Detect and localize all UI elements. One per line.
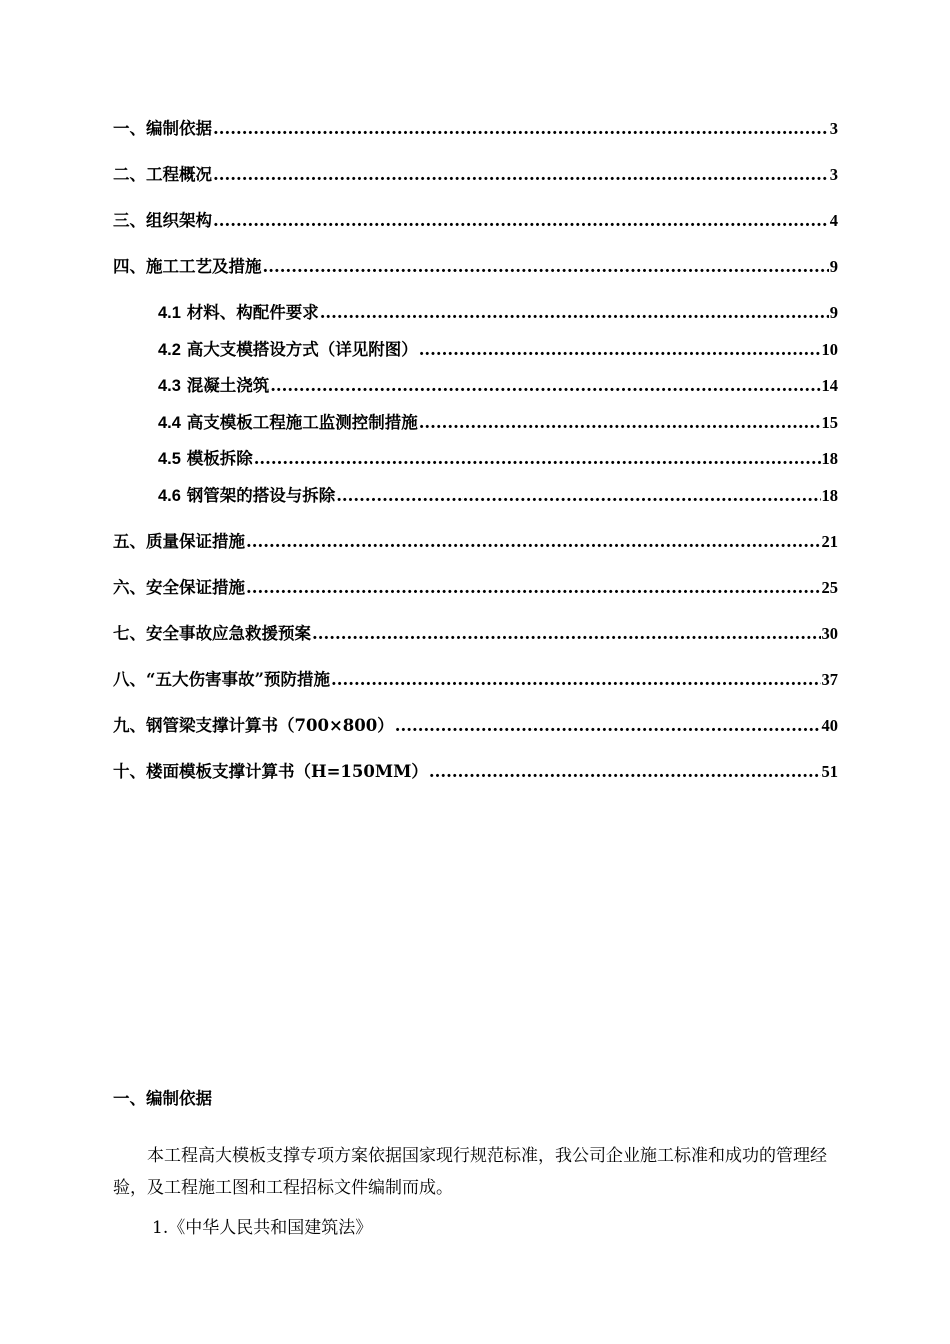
toc-entry[interactable] <box>113 117 838 141</box>
toc-entry-title: 四、施工工艺及措施 <box>113 257 262 276</box>
toc-subentry-title: 混凝土浇筑 <box>186 376 270 395</box>
toc-leader-dots <box>246 576 821 600</box>
toc-subentry[interactable] <box>113 374 838 398</box>
toc-leader-dots <box>336 484 820 508</box>
toc-leader-dots <box>270 374 820 398</box>
toc-subentry-title: 材料、构配件要求 <box>186 303 319 322</box>
toc-entry-page: 37 <box>821 669 838 689</box>
toc-leader-dots <box>263 255 829 279</box>
toc-entry-page: 40 <box>821 715 838 735</box>
toc-subentry[interactable] <box>113 447 838 471</box>
toc-leader-dots <box>395 714 821 738</box>
toc-subentry-title: 高大支模搭设方式（详见附图） <box>186 339 418 359</box>
toc-entry-title: 七、安全事故应急救援预案 <box>113 623 311 643</box>
toc-subentry[interactable] <box>113 338 838 362</box>
toc-leader-dots <box>213 209 829 233</box>
section-heading: 一、编制依据 <box>113 1089 212 1108</box>
toc-entry-page: 9 <box>829 257 838 276</box>
toc-subentry-number: 4.5 <box>158 450 181 468</box>
toc-leader-dots <box>246 530 821 554</box>
toc-leader-dots <box>331 668 821 692</box>
toc-subentry-page: 15 <box>821 412 838 432</box>
toc-subentry-page: 9 <box>829 303 838 322</box>
toc-leader-dots <box>312 622 821 646</box>
toc-entry[interactable] <box>113 530 838 554</box>
toc-entry[interactable] <box>113 668 838 692</box>
toc-entry-title: 二、工程概况 <box>113 165 212 184</box>
toc-entry[interactable] <box>113 163 838 187</box>
toc-subentry-title: 钢管架的搭设与拆除 <box>186 485 336 505</box>
toc-entry-page: 51 <box>821 761 838 781</box>
toc-subentry-title: 模板拆除 <box>186 449 253 468</box>
toc-subentry-number: 4.2 <box>158 340 181 359</box>
toc-entry-title: 五、质量保证措施 <box>113 531 245 551</box>
toc-leader-dots <box>429 760 821 784</box>
toc-subentry-number: 4.4 <box>158 413 181 432</box>
toc-entry[interactable] <box>113 714 838 738</box>
toc-subentry-number: 4.1 <box>158 304 181 322</box>
toc-entry[interactable] <box>113 622 838 646</box>
toc-entry-page: 25 <box>821 577 838 597</box>
list-item: 1.《中华人民共和国建筑法》 <box>152 1218 373 1238</box>
toc-leader-dots <box>213 117 829 141</box>
toc-entry-title: 九、钢管梁支撑计算书（700×800） <box>113 715 394 735</box>
toc-leader-dots <box>254 447 821 471</box>
toc-leader-dots <box>419 411 821 435</box>
toc-subentry-title: 高支模板工程施工监测控制措施 <box>186 412 418 432</box>
toc-subentry[interactable] <box>113 411 838 435</box>
toc-entry[interactable] <box>113 255 838 279</box>
toc-entry-title: 八、“五大伤害事故”预防措施 <box>113 669 330 689</box>
toc-subentry[interactable] <box>113 301 838 325</box>
body-paragraph: 本工程高大模板支撑专项方案依据国家现行规范标准，我公司企业施工标准和成功的管理经验，及工程施工图和工程招标文件编制而成。 <box>113 1146 827 1198</box>
toc-entry-page: 21 <box>821 531 838 551</box>
toc-subentry-page: 14 <box>821 376 838 395</box>
toc-subentry[interactable] <box>113 484 838 508</box>
toc-leader-dots <box>419 338 821 362</box>
toc-entry-page: 4 <box>829 211 838 230</box>
toc-subentry-page: 10 <box>821 339 838 359</box>
toc-entry-title: 六、安全保证措施 <box>113 577 245 597</box>
toc-entry-page: 3 <box>829 119 838 138</box>
toc-entry-title: 三、组织架构 <box>113 211 212 230</box>
toc-entry-page: 3 <box>829 165 838 184</box>
toc-leader-dots <box>213 163 829 187</box>
toc-entry-page: 30 <box>821 623 838 643</box>
toc-entry[interactable] <box>113 576 838 600</box>
toc-entry[interactable] <box>113 760 838 784</box>
toc-entry[interactable] <box>113 209 838 233</box>
table-of-contents <box>113 117 838 806</box>
toc-entry-title: 十、楼面模板支撑计算书（H=150MM） <box>113 761 428 781</box>
toc-subentry-number: 4.3 <box>158 377 181 395</box>
toc-entry-title: 一、编制依据 <box>113 119 212 138</box>
toc-subentry-page: 18 <box>821 485 838 505</box>
toc-leader-dots <box>320 301 829 325</box>
toc-subentry-number: 4.6 <box>158 486 181 505</box>
toc-subentry-page: 18 <box>821 449 838 468</box>
